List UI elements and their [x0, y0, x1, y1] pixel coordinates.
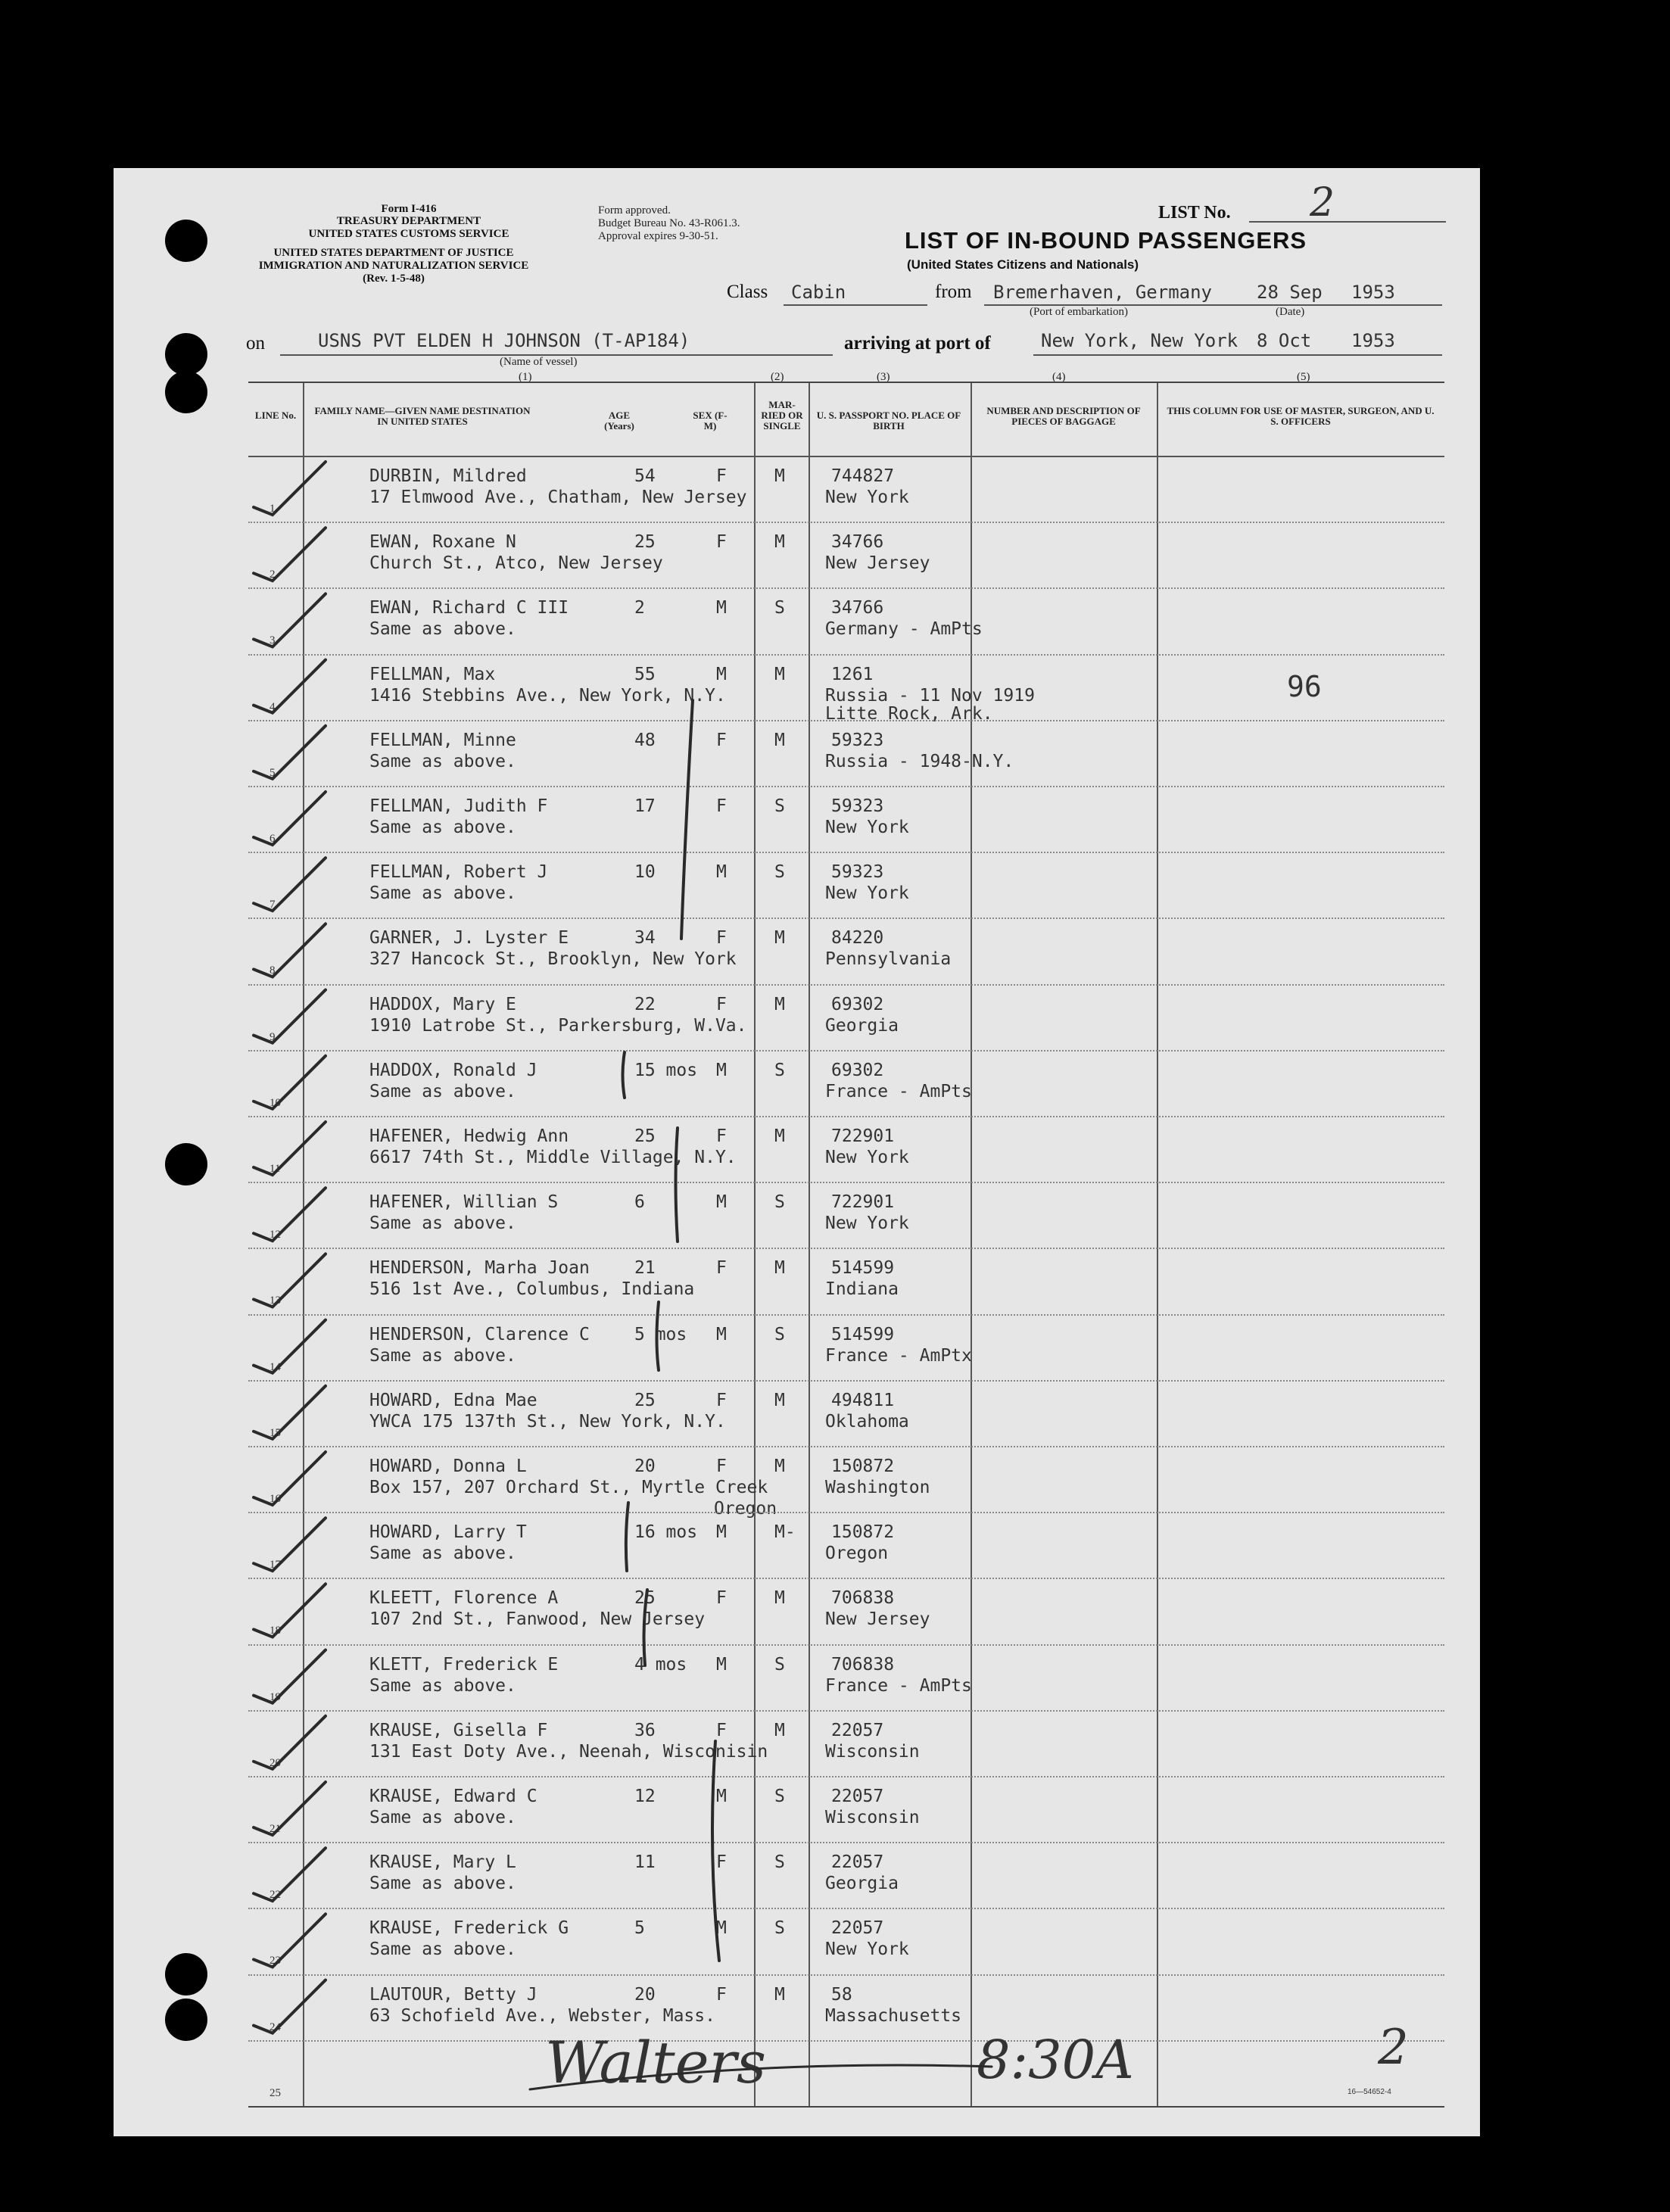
check-mark	[254, 1122, 326, 1175]
marital-status: S	[774, 1324, 785, 1344]
age: 20	[634, 1984, 656, 2005]
marital-status: M	[774, 928, 785, 949]
sex: F	[716, 928, 727, 949]
destination: Same as above.	[369, 1675, 516, 1696]
header-name: FAMILY NAME—GIVEN NAME DESTINATION IN UNITED STATES	[314, 405, 531, 427]
destination: YWCA 175 137th St., New York, N.Y.	[369, 1411, 726, 1432]
check-mark	[254, 1650, 326, 1703]
arrival-date: 8 Oct	[1257, 330, 1312, 351]
place-of-birth: Georgia	[825, 1874, 899, 1894]
destination: 327 Hancock St., Brooklyn, New York	[369, 949, 737, 970]
line-number: 18	[270, 1625, 281, 1637]
sex: M	[716, 1060, 727, 1080]
check-mark	[254, 990, 326, 1043]
column-number: (1)	[519, 371, 532, 383]
check-mark	[254, 858, 326, 911]
destination: Same as above.	[369, 1544, 516, 1564]
sex: F	[716, 1126, 727, 1146]
passport-no: 59323	[831, 730, 884, 750]
line-number: 10	[270, 1096, 281, 1109]
line-number: 4	[270, 700, 276, 713]
place-of-birth: Georgia	[825, 1015, 899, 1036]
arrival-year: 1953	[1351, 330, 1395, 351]
check-mark	[254, 1584, 326, 1637]
line-number: 20	[270, 1756, 281, 1769]
approval-line-3: Approval expires 9-30-51.	[598, 230, 718, 242]
age: 2	[634, 598, 645, 618]
destination: Same as above.	[369, 619, 516, 640]
passport-no: 34766	[831, 598, 884, 618]
header-line-no: LINE No.	[254, 410, 297, 421]
destination: Same as above.	[369, 1874, 516, 1894]
sex: M	[716, 1324, 727, 1344]
passenger-name: HOWARD, Donna L	[369, 1456, 527, 1476]
from-value: Bremerhaven, Germany	[993, 282, 1212, 303]
marital-status: S	[774, 862, 785, 883]
check-mark	[254, 528, 326, 581]
passenger-name: DURBIN, Mildred	[369, 466, 527, 486]
destination: Same as above.	[369, 1808, 516, 1827]
sex: F	[716, 1984, 727, 2005]
passenger-name: HAFENER, Willian S	[369, 1192, 559, 1213]
check-mark	[254, 792, 326, 845]
passport-no: 22057	[831, 1720, 884, 1740]
check-mark	[254, 1914, 326, 1967]
sex: F	[716, 1456, 727, 1476]
passenger-name: HADDOX, Ronald J	[369, 1060, 537, 1080]
marital-status: M	[774, 1390, 785, 1410]
passport-no: 34766	[831, 532, 884, 553]
place-of-birth: New York	[825, 818, 909, 837]
passenger-name: HADDOX, Mary E	[369, 994, 516, 1014]
immigration-service: IMMIGRATION AND NATURALIZATION SERVICE	[258, 260, 529, 272]
marital-status: S	[774, 598, 785, 618]
marital-status: M	[774, 1588, 785, 1609]
check-mark	[254, 1188, 326, 1241]
passport-no: 59323	[831, 862, 884, 883]
sex: M	[716, 1918, 727, 1939]
passenger-name: LAUTOUR, Betty J	[369, 1984, 537, 2005]
age: 22	[634, 994, 656, 1014]
column-number: (2)	[771, 371, 784, 383]
destination: Same as above.	[369, 1081, 516, 1101]
age: 4 mos	[634, 1654, 687, 1675]
passenger-name: KRAUSE, Gisella F	[369, 1720, 548, 1740]
sex: M	[716, 664, 727, 684]
passport-no: 706838	[831, 1588, 895, 1609]
signature-line	[530, 2065, 992, 2089]
age: 16 mos	[634, 1522, 698, 1543]
passenger-name: FELLMAN, Minne	[369, 730, 516, 750]
passport-no: 69302	[831, 1060, 884, 1080]
check-mark	[254, 1848, 326, 1901]
marital-status: S	[774, 1918, 785, 1939]
passenger-name: FELLMAN, Robert J	[369, 862, 548, 883]
check-mark	[254, 1386, 326, 1439]
marital-status: M	[774, 1126, 785, 1146]
passport-no: 1261	[831, 664, 874, 684]
destination: 1910 Latrobe St., Parkersburg, W.Va.	[369, 1015, 747, 1036]
check-mark	[254, 1980, 326, 2033]
bracket-mark	[623, 1052, 625, 1098]
from-year: 1953	[1351, 282, 1395, 303]
line-number: 15	[270, 1426, 281, 1439]
place-of-birth: Indiana	[825, 1279, 899, 1300]
age: 10	[634, 862, 656, 883]
passenger-name: KRAUSE, Frederick G	[369, 1918, 569, 1939]
place-of-birth: Germany - AmPts	[825, 619, 983, 640]
age: 25	[634, 1588, 656, 1609]
check-mark	[254, 1782, 326, 1835]
approval-line-1: Form approved.	[598, 204, 671, 217]
passport-no: 514599	[831, 1324, 895, 1344]
marital-status: S	[774, 1192, 785, 1213]
destination: 107 2nd St., Fanwood, New Jersey	[369, 1609, 706, 1630]
date-label: (Date)	[1276, 306, 1305, 318]
line-number: 23	[270, 1955, 281, 1967]
marital-status: M	[774, 994, 785, 1014]
line-number: 14	[270, 1360, 281, 1373]
header-age: AGE (Years)	[604, 410, 634, 431]
place-of-birth: Oregon	[825, 1544, 889, 1564]
passport-no: 22057	[831, 1852, 884, 1873]
form-subtitle: (United States Citizens and Nationals)	[907, 257, 1139, 272]
passenger-name: FELLMAN, Max	[369, 664, 496, 684]
marital-status: M	[774, 1984, 785, 2005]
passenger-name: KLETT, Frederick E	[369, 1654, 559, 1675]
header-baggage: NUMBER AND DESCRIPTION OF PIECES OF BAGGAGE	[986, 405, 1141, 427]
passport-no: 84220	[831, 928, 884, 949]
bracket-mark	[626, 1503, 628, 1571]
line-number: 21	[270, 1823, 281, 1835]
sex: M	[716, 1654, 727, 1675]
age: 25	[634, 1126, 656, 1146]
age: 5 mos	[634, 1324, 687, 1344]
passport-no: 150872	[831, 1522, 895, 1543]
place-of-birth: Oklahoma	[825, 1411, 909, 1432]
line-number: 7	[270, 899, 276, 911]
sex: F	[716, 1588, 727, 1609]
place-of-birth: New Jersey	[825, 1609, 930, 1630]
class-label: Class	[727, 282, 768, 302]
sex: F	[716, 796, 727, 816]
sex: F	[716, 1390, 727, 1410]
destination: Same as above.	[369, 1939, 516, 1960]
passenger-name: EWAN, Roxane N	[369, 532, 516, 553]
line-number: 5	[270, 766, 276, 779]
line-number: 3	[270, 634, 276, 647]
line-number: 16	[270, 1493, 281, 1505]
destination: Box 157, 207 Orchard St., Myrtle Creek	[369, 1478, 768, 1497]
marital-status: M	[774, 466, 785, 486]
approval-line-2: Budget Bureau No. 43-R061.3.	[598, 217, 740, 229]
time-note: 8:30A	[977, 2029, 1134, 2091]
officer-mark: 96	[1287, 670, 1322, 703]
sex: F	[716, 1258, 727, 1279]
check-mark	[254, 1452, 326, 1505]
check-mark	[254, 660, 326, 713]
place-of-birth: France - AmPtx	[825, 1345, 972, 1366]
bracket-mark	[676, 1128, 678, 1242]
check-mark	[254, 1254, 326, 1307]
destination: 63 Schofield Ave., Webster, Mass.	[369, 2005, 715, 2026]
column-number: (5)	[1297, 371, 1310, 383]
place-of-birth: Russia - 1948-N.Y.	[825, 751, 1014, 771]
passenger-name: GARNER, J. Lyster E	[369, 928, 569, 949]
marital-status: M	[774, 664, 785, 684]
marital-status: S	[774, 1787, 785, 1806]
marital-status: M	[774, 1456, 785, 1476]
age: 48	[634, 730, 656, 750]
column-number: (4)	[1052, 371, 1066, 383]
age: 5	[634, 1918, 645, 1939]
header-passport: U. S. PASSPORT NO. PLACE OF BIRTH	[816, 410, 961, 431]
age: 6	[634, 1192, 645, 1213]
line-number: 12	[270, 1229, 281, 1242]
sex: F	[716, 1720, 727, 1740]
corner-mark: 2	[1378, 2020, 1409, 2076]
passport-no: 744827	[831, 466, 895, 486]
place-of-birth: Pennsylvania	[825, 949, 952, 970]
destination: 17 Elmwood Ave., Chatham, New Jersey	[369, 488, 747, 507]
place-of-birth: France - AmPts	[825, 1081, 972, 1101]
place-of-birth: New Jersey	[825, 553, 930, 574]
place-of-birth: Russia - 11 Nov 1919	[825, 685, 1035, 706]
check-mark	[254, 1518, 326, 1571]
destination: Same as above.	[369, 818, 516, 837]
line-number: 25	[270, 2086, 281, 2099]
passenger-name: KRAUSE, Edward C	[369, 1787, 537, 1806]
place-of-birth: New York	[825, 883, 909, 904]
passenger-name: HOWARD, Edna Mae	[369, 1390, 537, 1410]
check-mark	[254, 1056, 326, 1109]
destination: Church St., Atco, New Jersey	[369, 553, 663, 574]
passport-no: 722901	[831, 1126, 895, 1146]
column-number: (3)	[877, 371, 890, 383]
destination: 1416 Stebbins Ave., New York, N.Y.	[369, 685, 726, 706]
place-of-birth: Wisconsin	[825, 1808, 920, 1827]
sex: M	[716, 1787, 727, 1806]
age: 15 mos	[634, 1060, 698, 1080]
line-number: 13	[270, 1294, 281, 1307]
place-of-birth: New York	[825, 1213, 909, 1234]
sex: M	[716, 1522, 727, 1543]
age: 11	[634, 1852, 656, 1873]
place-of-birth: Wisconsin	[825, 1741, 920, 1762]
passenger-name: KRAUSE, Mary L	[369, 1852, 516, 1873]
age: 25	[634, 1390, 656, 1410]
destination: Same as above.	[369, 751, 516, 771]
line-number: 2	[270, 569, 276, 581]
place-of-birth: Massachusetts	[825, 2005, 962, 2026]
from-date: 28 Sep	[1257, 282, 1323, 303]
port-embark-label: (Port of embarkation)	[1030, 306, 1128, 318]
place-of-birth: Washington	[825, 1478, 930, 1497]
line-number: 17	[270, 1559, 281, 1572]
place-of-birth-cont: Litte Rock, Ark.	[825, 703, 993, 724]
age: 17	[634, 796, 656, 816]
destination: Same as above.	[369, 883, 516, 904]
destination: 131 East Doty Ave., Neenah, Wisconisin	[369, 1741, 768, 1762]
marital-status: M	[774, 1720, 785, 1740]
marital-status: M	[774, 1258, 785, 1279]
passport-no: 22057	[831, 1787, 884, 1806]
passport-no: 58	[831, 1984, 852, 2005]
place-of-birth: New York	[825, 1148, 909, 1167]
marital-status: M	[774, 532, 785, 553]
age: 21	[634, 1258, 656, 1279]
header-sex: SEX (F-M)	[693, 410, 728, 431]
bracket-mark	[657, 1302, 659, 1370]
bracket-mark	[644, 1590, 647, 1665]
sex: F	[716, 466, 727, 486]
vessel-label: (Name of vessel)	[500, 356, 578, 368]
destination: Same as above.	[369, 1345, 516, 1366]
marital-status: S	[774, 1060, 785, 1080]
passport-no: 150872	[831, 1456, 895, 1476]
customs-service: UNITED STATES CUSTOMS SERVICE	[308, 228, 509, 240]
bracket-mark	[712, 1741, 719, 1961]
line-number: 24	[270, 2020, 281, 2033]
passenger-name: FELLMAN, Judith F	[369, 796, 548, 816]
age: 20	[634, 1456, 656, 1476]
line-number: 6	[270, 833, 276, 845]
check-mark	[254, 1716, 326, 1769]
place-of-birth: France - AmPts	[825, 1675, 972, 1696]
header-officers: THIS COLUMN FOR USE OF MASTER, SURGEON, AND U. S. OFFICERS	[1167, 405, 1435, 427]
destination-cont: Oregon	[714, 1499, 777, 1519]
sex: F	[716, 532, 727, 553]
line-number: 9	[270, 1030, 276, 1043]
check-mark	[254, 462, 326, 515]
passport-no: 22057	[831, 1918, 884, 1939]
signature: Walters	[545, 2029, 766, 2096]
passenger-name: KLEETT, Florence A	[369, 1588, 559, 1609]
sex: M	[716, 598, 727, 618]
check-mark	[254, 726, 326, 779]
passport-no: 494811	[831, 1390, 895, 1410]
marital-status: S	[774, 1852, 785, 1873]
justice-department: UNITED STATES DEPARTMENT OF JUSTICE	[273, 247, 514, 259]
passenger-name: HOWARD, Larry T	[369, 1522, 527, 1543]
sex: F	[716, 730, 727, 750]
check-mark	[254, 594, 326, 646]
passenger-name: HENDERSON, Clarence C	[369, 1324, 590, 1344]
place-of-birth: New York	[825, 488, 909, 507]
marital-status: M-	[774, 1522, 796, 1543]
age: 12	[634, 1787, 656, 1806]
arrival-port: New York, New York	[1041, 330, 1238, 351]
line-number: 8	[270, 964, 276, 977]
passport-no: 69302	[831, 994, 884, 1014]
age: 36	[634, 1720, 656, 1740]
passport-no: 514599	[831, 1258, 895, 1279]
line-number: 11	[270, 1163, 281, 1175]
passenger-name: HENDERSON, Marha Joan	[369, 1258, 590, 1279]
bracket-mark	[681, 700, 693, 939]
sex: M	[716, 1192, 727, 1213]
destination: 516 1st Ave., Columbus, Indiana	[369, 1279, 695, 1300]
sex: M	[716, 862, 727, 883]
form-title: LIST OF IN-BOUND PASSENGERS	[905, 227, 1307, 254]
passenger-name: EWAN, Richard C III	[369, 598, 569, 618]
passenger-name: HAFENER, Hedwig Ann	[369, 1126, 569, 1146]
on-label: on	[246, 333, 265, 354]
age: 34	[634, 928, 656, 949]
arriving-label: arriving at port of	[844, 333, 991, 354]
destination: 6617 74th St., Middle Village, N.Y.	[369, 1148, 737, 1167]
place-of-birth: New York	[825, 1939, 909, 1960]
form-id: Form I-416	[381, 203, 437, 215]
form-code: 16—54652-4	[1348, 2088, 1391, 2096]
marital-status: M	[774, 730, 785, 750]
treasury-department: TREASURY DEPARTMENT	[336, 215, 481, 227]
passport-no: 722901	[831, 1192, 895, 1213]
marital-status: S	[774, 1654, 785, 1675]
from-label: from	[935, 282, 972, 302]
age: 25	[634, 532, 656, 553]
age: 55	[634, 664, 656, 684]
sex: F	[716, 1852, 727, 1873]
passport-no: 59323	[831, 796, 884, 816]
marital-status: S	[774, 796, 785, 816]
line-number: 1	[270, 503, 276, 515]
age: 54	[634, 466, 656, 486]
revision: (Rev. 1-5-48)	[363, 273, 425, 285]
destination: Same as above.	[369, 1213, 516, 1234]
list-no-value: 2	[1310, 180, 1335, 226]
check-mark	[254, 924, 326, 977]
check-mark	[254, 1320, 326, 1373]
line-number: 22	[270, 1889, 281, 1902]
line-number: 19	[270, 1690, 281, 1703]
sex: F	[716, 994, 727, 1014]
passport-no: 706838	[831, 1654, 895, 1675]
list-no-label: LIST No.	[1158, 203, 1231, 223]
vessel-name: USNS PVT ELDEN H JOHNSON (T-AP184)	[318, 330, 690, 351]
header-married: MAR- RIED OR SINGLE	[761, 399, 803, 431]
class-value: Cabin	[791, 282, 846, 303]
